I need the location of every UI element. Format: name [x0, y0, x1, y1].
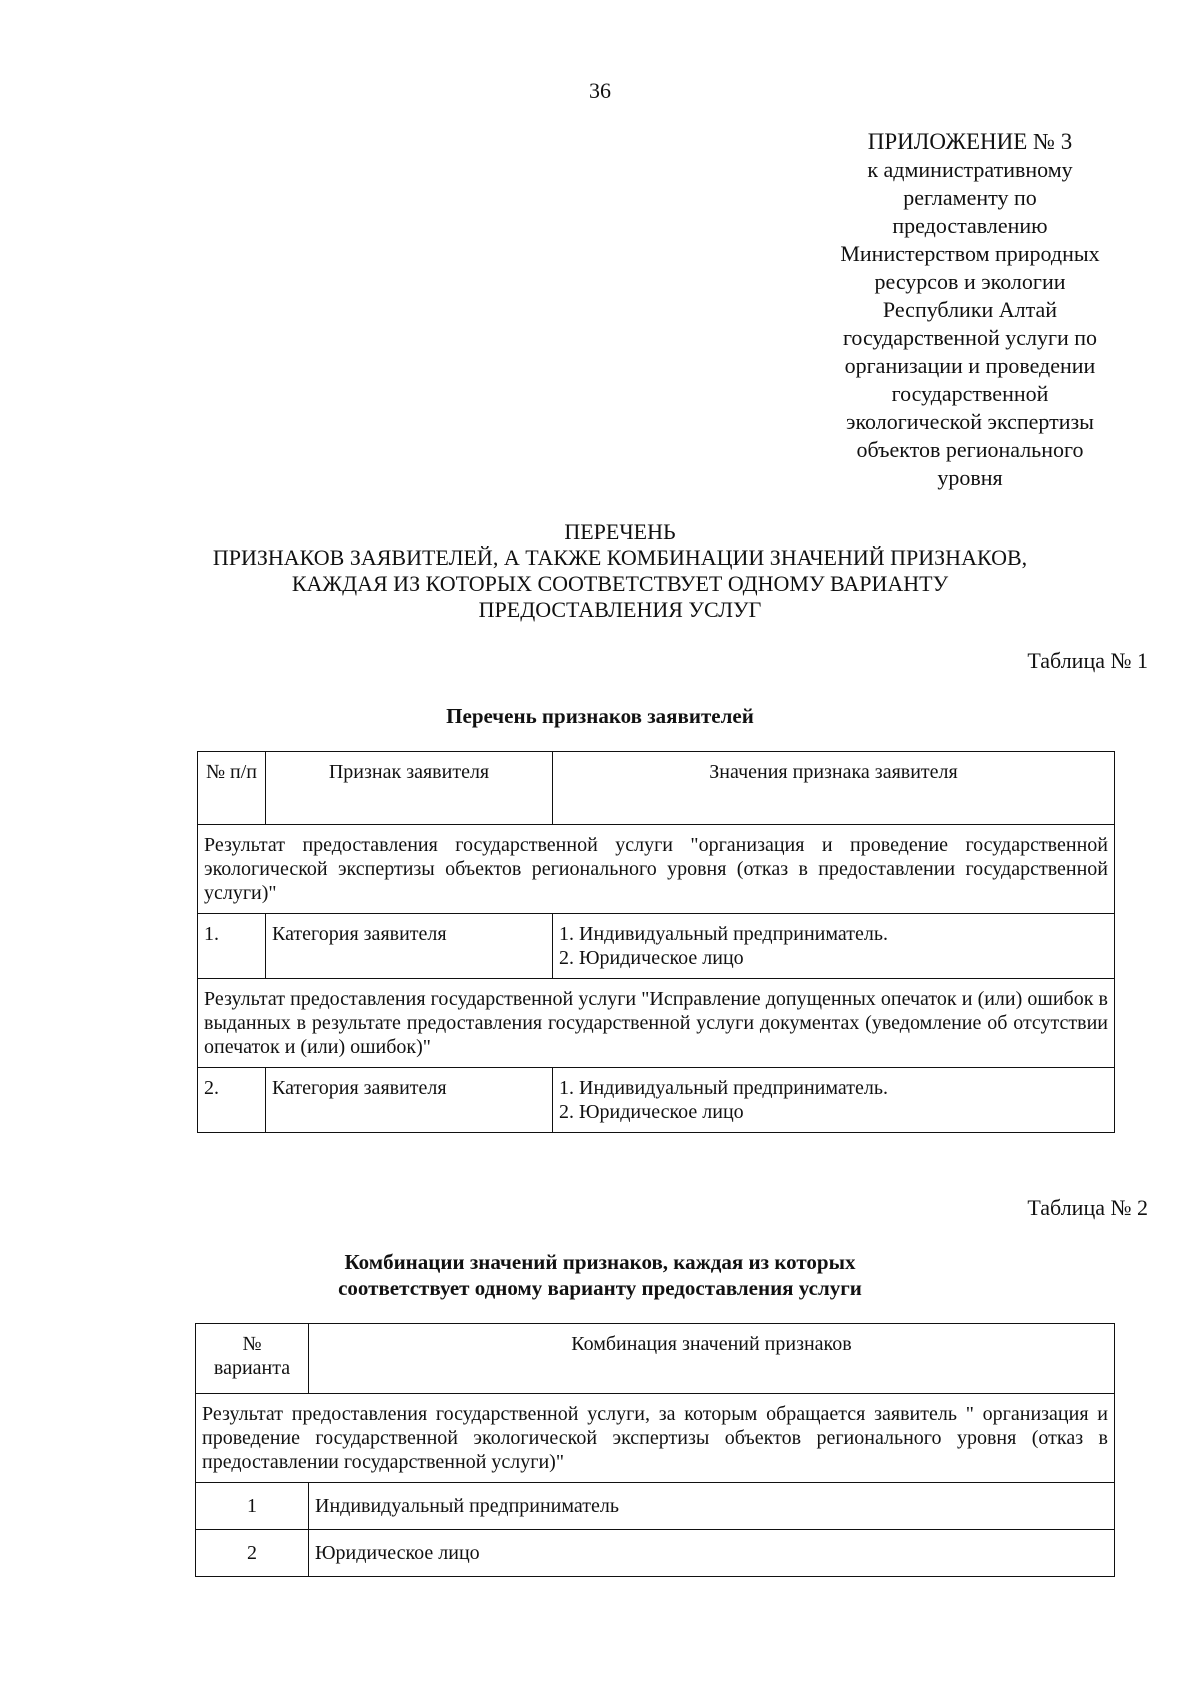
variant-num: 1: [196, 1483, 309, 1530]
variant-num: 2: [196, 1530, 309, 1577]
row-values: [553, 1068, 1115, 1133]
applicant-attributes-table: [197, 751, 1115, 1133]
appendix-line: регламенту по: [903, 185, 1037, 210]
row-value: 1. Индивидуальный предприниматель.: [559, 923, 888, 945]
title-line: КАЖДАЯ ИЗ КОТОРЫХ СООТВЕТСТВУЕТ ОДНОМУ ВАРИАНТУ: [291, 571, 949, 596]
appendix-line: объектов регионального: [856, 437, 1084, 462]
section-text: Результат предоставления государственной услуги "организация и проведение государственной экологической экспертизы объектов регионального уровня (отказ в предоставлении государственной услуги)": [198, 825, 1115, 914]
section-row: [198, 979, 1115, 1068]
row-value: 1. Индивидуальный предприниматель.: [559, 1077, 888, 1099]
appendix-block: [820, 128, 1120, 492]
table-header-row: [198, 752, 1115, 825]
row-values: [553, 914, 1115, 979]
appendix-line: предоставлению: [892, 213, 1048, 238]
header-num: № п/п: [198, 752, 266, 825]
table-header-row: [196, 1324, 1115, 1394]
section-row: [198, 825, 1115, 914]
row-value: 2. Юридическое лицо: [559, 947, 744, 969]
table-row: [196, 1530, 1115, 1577]
table-row: [198, 914, 1115, 979]
table2-label: Таблица № 2: [1027, 1195, 1148, 1220]
title-line: ПЕРЕЧЕНЬ: [564, 519, 676, 544]
appendix-line: государственной услуги по: [842, 325, 1098, 350]
variant-value: Индивидуальный предприниматель: [309, 1483, 1115, 1530]
appendix-line: Министерством природных: [840, 241, 1100, 266]
header-attribute: Признак заявителя: [266, 752, 553, 825]
title-line: ПРИЗНАКОВ ЗАЯВИТЕЛЕЙ, А ТАКЖЕ КОМБИНАЦИИ ЗНАЧЕНИЙ ПРИЗНАКОВ,: [212, 545, 1028, 570]
header-values: Значения признака заявителя: [553, 752, 1115, 825]
variant-value: Юридическое лицо: [309, 1530, 1115, 1577]
appendix-line: к административному: [867, 157, 1073, 182]
row-num: 1.: [198, 914, 266, 979]
appendix-line: организации и проведении: [844, 353, 1096, 378]
header-combination: Комбинация значений признаков: [309, 1324, 1115, 1394]
table2-heading: [0, 1249, 1200, 1301]
document-title: [140, 519, 1100, 623]
combinations-table: [195, 1323, 1115, 1577]
appendix-line: экологической экспертизы: [846, 409, 1094, 434]
table-row: [196, 1483, 1115, 1530]
appendix-heading: ПРИЛОЖЕНИЕ № 3: [867, 129, 1073, 154]
appendix-line: государственной: [891, 381, 1049, 406]
section-text: Результат предоставления государственной услуги, за которым обращается заявитель " организация и проведение государственной экологической экспертизы объектов регионального уровня (отказ в предоставлении государственной услуги)": [196, 1394, 1115, 1483]
appendix-line: Республики Алтай: [882, 297, 1058, 322]
table1-heading: Перечень признаков заявителей: [446, 704, 754, 728]
row-num: 2.: [198, 1068, 266, 1133]
appendix-line: ресурсов и экологии: [874, 269, 1066, 294]
table1-label: Таблица № 1: [1027, 648, 1148, 673]
page-number: 36: [589, 78, 611, 103]
header-variant-num: № варианта: [196, 1324, 309, 1394]
title-line: ПРЕДОСТАВЛЕНИЯ УСЛУГ: [478, 597, 762, 622]
section-text: Результат предоставления государственной услуги "Исправление допущенных опечаток и (или) ошибок в выданных в результате предоставления государственной услуги документах (уведомление об отсутствии опечаток и (или) ошибок)": [198, 979, 1115, 1068]
row-attribute: Категория заявителя: [266, 1068, 553, 1133]
table2-heading-line: Комбинации значений признаков, каждая из которых: [344, 1250, 856, 1274]
row-value: 2. Юридическое лицо: [559, 1101, 744, 1123]
table2-heading-line: соответствует одному варианту предоставления услуги: [338, 1276, 862, 1300]
appendix-line: уровня: [937, 465, 1003, 490]
row-attribute: Категория заявителя: [266, 914, 553, 979]
section-row: [196, 1394, 1115, 1483]
table-row: [198, 1068, 1115, 1133]
